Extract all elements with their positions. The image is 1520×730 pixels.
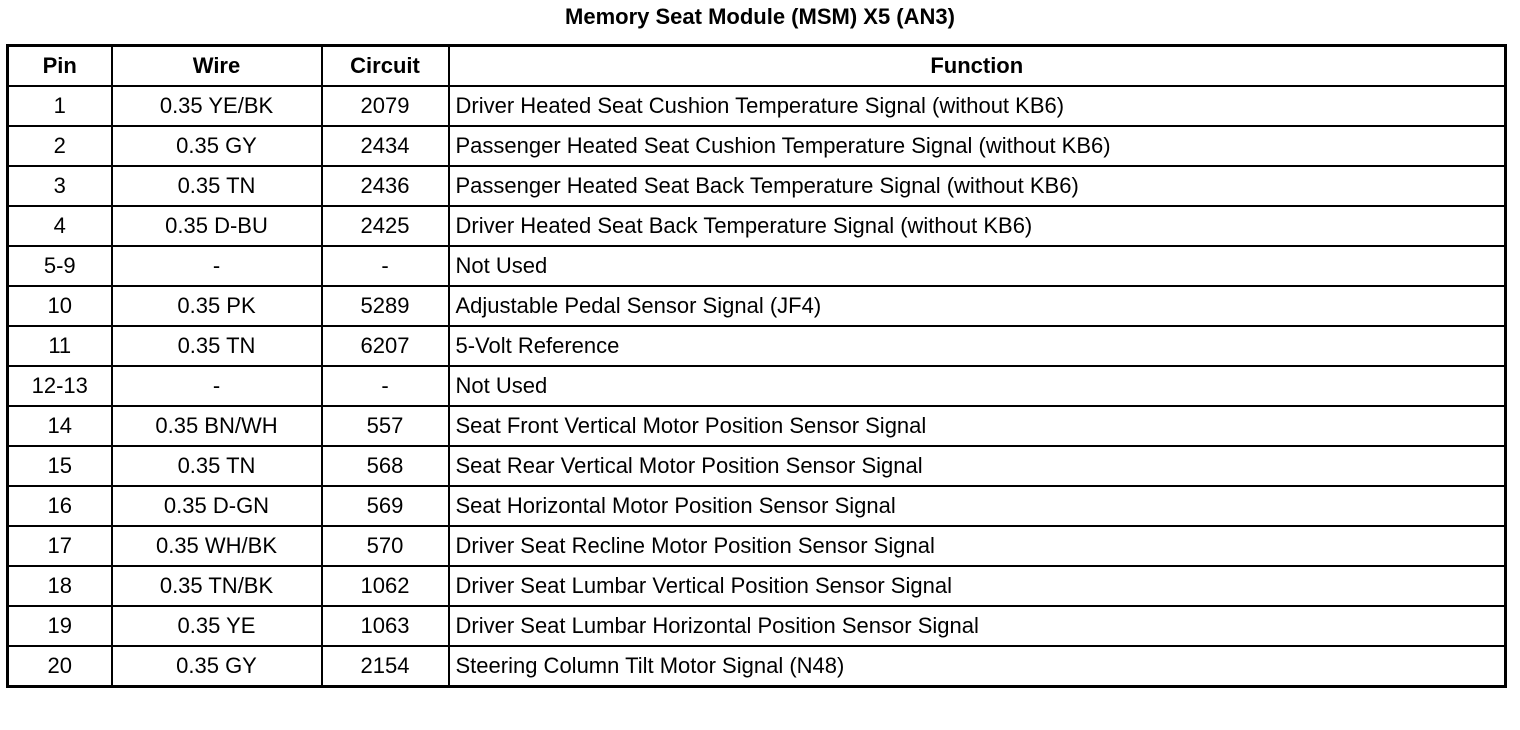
function-cell: Driver Seat Lumbar Vertical Position Sensor Signal [449, 566, 1506, 606]
function-cell: Seat Rear Vertical Motor Position Sensor Signal [449, 446, 1506, 486]
circuit-cell: 2154 [322, 646, 449, 687]
wire-cell: 0.35 TN [112, 446, 322, 486]
table-row [8, 486, 1506, 526]
pin-cell: 15 [8, 446, 112, 486]
wire-cell: 0.35 TN [112, 166, 322, 206]
table-row [8, 86, 1506, 126]
table-row [8, 566, 1506, 606]
connector-pinout-table [6, 44, 1507, 688]
function-cell: Adjustable Pedal Sensor Signal (JF4) [449, 286, 1506, 326]
column-header-function: Function [449, 46, 1506, 87]
circuit-cell: 570 [322, 526, 449, 566]
table-row [8, 446, 1506, 486]
circuit-cell: 1062 [322, 566, 449, 606]
pin-cell: 17 [8, 526, 112, 566]
table-row [8, 646, 1506, 687]
pin-cell: 11 [8, 326, 112, 366]
circuit-cell: 2436 [322, 166, 449, 206]
table-row [8, 526, 1506, 566]
table-row [8, 286, 1506, 326]
circuit-cell: 568 [322, 446, 449, 486]
pin-cell: 16 [8, 486, 112, 526]
circuit-cell: - [322, 366, 449, 406]
pin-cell: 2 [8, 126, 112, 166]
table-header-row [8, 46, 1506, 87]
function-cell: Passenger Heated Seat Cushion Temperature Signal (without KB6) [449, 126, 1506, 166]
wire-cell: 0.35 PK [112, 286, 322, 326]
wire-cell: 0.35 YE [112, 606, 322, 646]
function-cell: Passenger Heated Seat Back Temperature Signal (without KB6) [449, 166, 1506, 206]
circuit-cell: 5289 [322, 286, 449, 326]
table-row [8, 366, 1506, 406]
wire-cell: - [112, 246, 322, 286]
function-cell: Steering Column Tilt Motor Signal (N48) [449, 646, 1506, 687]
wire-cell: 0.35 TN [112, 326, 322, 366]
pin-cell: 10 [8, 286, 112, 326]
circuit-cell: - [322, 246, 449, 286]
pin-cell: 5-9 [8, 246, 112, 286]
table-row [8, 166, 1506, 206]
page-title: Memory Seat Module (MSM) X5 (AN3) [565, 4, 955, 29]
wire-cell: 0.35 GY [112, 126, 322, 166]
circuit-cell: 2434 [322, 126, 449, 166]
column-header-pin: Pin [8, 46, 112, 87]
function-cell: Not Used [449, 246, 1506, 286]
pin-cell: 3 [8, 166, 112, 206]
wire-cell: 0.35 D-GN [112, 486, 322, 526]
circuit-cell: 2425 [322, 206, 449, 246]
table-row [8, 206, 1506, 246]
function-cell: Seat Front Vertical Motor Position Sensor Signal [449, 406, 1506, 446]
circuit-cell: 6207 [322, 326, 449, 366]
circuit-cell: 557 [322, 406, 449, 446]
wire-cell: 0.35 BN/WH [112, 406, 322, 446]
circuit-cell: 1063 [322, 606, 449, 646]
wire-cell: 0.35 GY [112, 646, 322, 687]
circuit-cell: 569 [322, 486, 449, 526]
function-cell: Not Used [449, 366, 1506, 406]
function-cell: Driver Heated Seat Back Temperature Signal (without KB6) [449, 206, 1506, 246]
wire-cell: 0.35 TN/BK [112, 566, 322, 606]
wire-cell: 0.35 D-BU [112, 206, 322, 246]
pin-cell: 1 [8, 86, 112, 126]
pin-cell: 19 [8, 606, 112, 646]
function-cell: 5-Volt Reference [449, 326, 1506, 366]
pin-cell: 14 [8, 406, 112, 446]
column-header-circuit: Circuit [322, 46, 449, 87]
circuit-cell: 2079 [322, 86, 449, 126]
wire-cell: 0.35 WH/BK [112, 526, 322, 566]
pin-cell: 12-13 [8, 366, 112, 406]
table-row [8, 126, 1506, 166]
table-row [8, 326, 1506, 366]
table-row [8, 246, 1506, 286]
function-cell: Driver Seat Lumbar Horizontal Position Sensor Signal [449, 606, 1506, 646]
function-cell: Driver Heated Seat Cushion Temperature Signal (without KB6) [449, 86, 1506, 126]
function-cell: Seat Horizontal Motor Position Sensor Signal [449, 486, 1506, 526]
wire-cell: 0.35 YE/BK [112, 86, 322, 126]
table-row [8, 406, 1506, 446]
table-row [8, 606, 1506, 646]
function-cell: Driver Seat Recline Motor Position Sensor Signal [449, 526, 1506, 566]
column-header-wire: Wire [112, 46, 322, 87]
wire-cell: - [112, 366, 322, 406]
pin-cell: 18 [8, 566, 112, 606]
pin-cell: 20 [8, 646, 112, 687]
pin-cell: 4 [8, 206, 112, 246]
